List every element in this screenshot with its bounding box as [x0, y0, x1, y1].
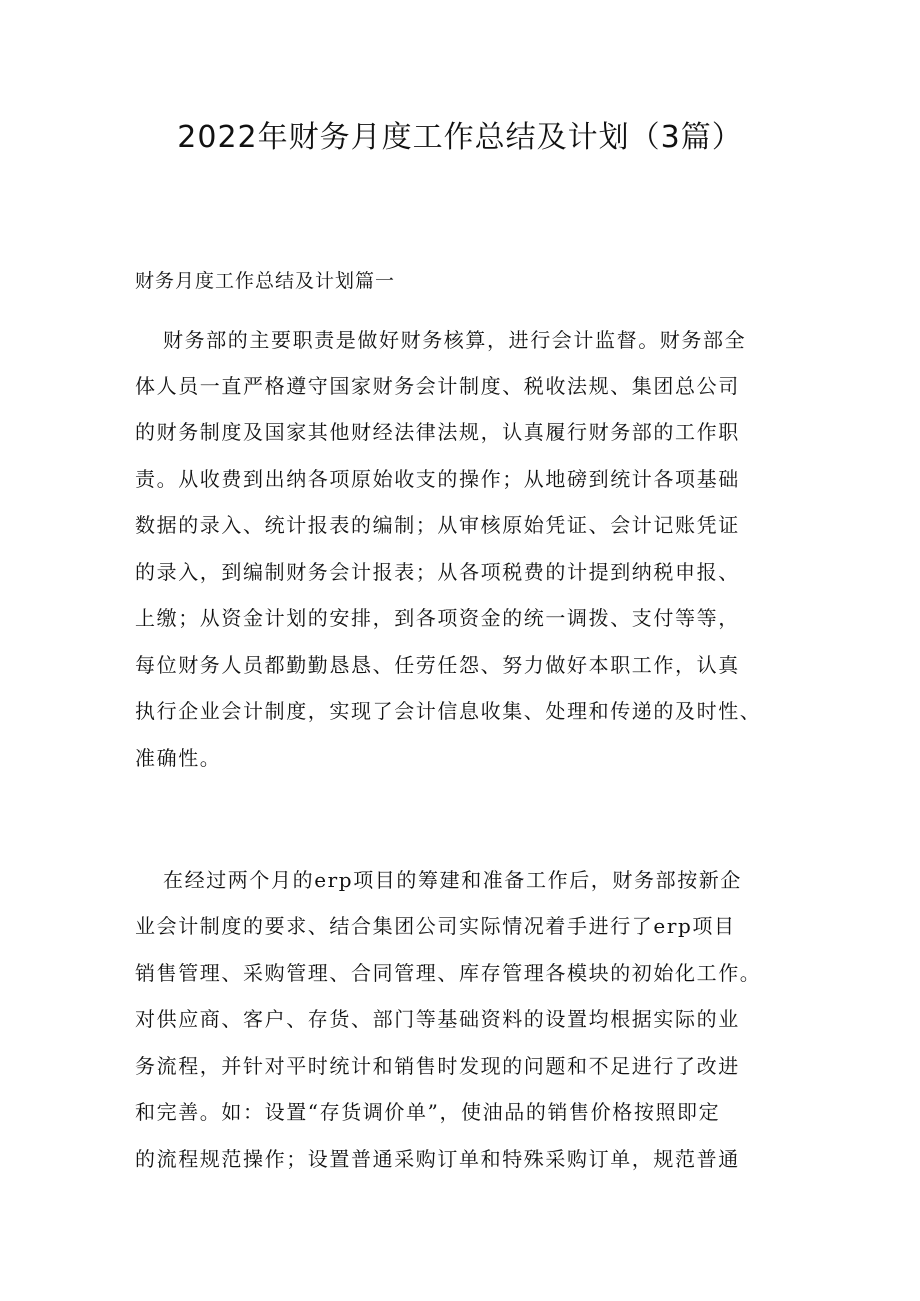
paragraph-1-line: 责。从收费到出纳各项原始收支的操作；从地磅到统计各项基础: [135, 467, 740, 491]
paragraph-1-line: 财务部的主要职责是做好财务核算，进行会计监督。财务部全: [163, 328, 747, 352]
paragraph-2-line: 对供应商、客户、存货、部门等基础资料的设置均根据实际的业: [135, 1007, 740, 1031]
paragraph-2-line: 业会计制度的要求、结合集团公司实际情况着手进行了erp项目: [135, 914, 736, 938]
paragraph-1-line: 数据的录入、统计报表的编制；从审核原始凭证、会计记账凭证: [135, 513, 740, 537]
paragraph-1-line: 上缴；从资金计划的安排，到各项资金的统一调拨、支付等等，: [135, 606, 740, 630]
paragraph-2-line: 的流程规范操作；设置普通采购订单和特殊采购订单，规范普通: [135, 1147, 740, 1171]
paragraph-1-line: 体人员一直严格遵守国家财务会计制度、税收法规、集团总公司: [135, 374, 740, 398]
section-heading: 财务月度工作总结及计划篇一: [135, 270, 396, 292]
paragraph-1-line: 的录入，到编制财务会计报表；从各项税费的计提到纳税申报、: [135, 560, 740, 584]
paragraph-1-line: 执行企业会计制度，实现了会计信息收集、处理和传递的及时性、: [135, 699, 762, 723]
paragraph-1-line: 准确性。: [135, 746, 222, 770]
paragraph-2-line: 和完善。如：设置“存货调价单”，使油品的销售价格按照即定: [135, 1100, 721, 1124]
document-title: 2022年财务月度工作总结及计划（3篇）: [177, 120, 743, 155]
paragraph-2-line: 在经过两个月的erp项目的筹建和准备工作后，财务部按新企: [163, 868, 742, 892]
paragraph-2-line: 销售管理、采购管理、合同管理、库存管理各模块的初始化工作。: [135, 961, 762, 985]
paragraph-1-line: 的财务制度及国家其他财经法律法规，认真履行财务部的工作职: [135, 420, 740, 444]
paragraph-2-line: 务流程，并针对平时统计和销售时发现的问题和不足进行了改进: [135, 1054, 740, 1078]
paragraph-1-line: 每位财务人员都勤勤恳恳、任劳任怨、努力做好本职工作，认真: [135, 653, 740, 677]
